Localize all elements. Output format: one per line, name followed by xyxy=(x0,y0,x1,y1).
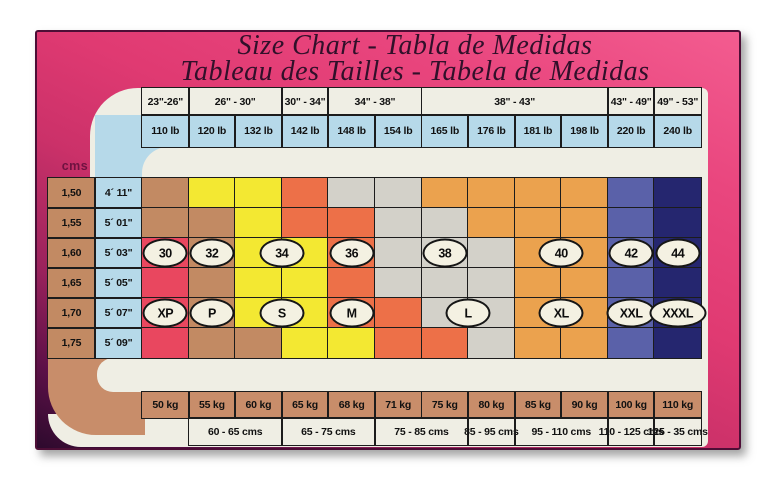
grid-cell xyxy=(142,328,189,358)
kilograms-cell: 60 kg xyxy=(235,392,282,418)
kilograms-cell: 75 kg xyxy=(422,392,469,418)
pounds-cell: 176 lb xyxy=(468,115,515,147)
title-line-2: Tableau des Tailles - Tabela de Medidas xyxy=(180,56,650,87)
grid-cell xyxy=(608,328,655,358)
grid-cell xyxy=(608,208,655,238)
grid-cell xyxy=(654,268,701,298)
grid-cell xyxy=(235,208,282,238)
pounds-cell: 181 lb xyxy=(515,115,562,147)
numeric-size-oval: 40 xyxy=(539,239,584,268)
letter-size-oval: S xyxy=(259,299,304,328)
inch-range-cell: 26" - 30" xyxy=(189,88,282,115)
height-meters-cell: 1,70 xyxy=(48,298,95,328)
numeric-size-oval: 34 xyxy=(259,239,304,268)
kilograms-cell: 85 kg xyxy=(515,392,562,418)
grid-cell xyxy=(328,208,375,238)
cms-units-label: cms xyxy=(61,159,89,173)
height-feet-cell: 5´ 01" xyxy=(95,208,142,238)
numeric-size-oval: 36 xyxy=(329,239,374,268)
grid-cell xyxy=(328,268,375,298)
panel-gap-bottom xyxy=(97,358,708,392)
title-line-1: Size Chart - Tabla de Medidas xyxy=(237,30,593,61)
kilograms-cell: 50 kg xyxy=(142,392,189,418)
kilograms-cell: 71 kg xyxy=(375,392,422,418)
pounds-cell: 165 lb xyxy=(422,115,469,147)
pounds-cell: 220 lb xyxy=(608,115,655,147)
grid-cell xyxy=(561,268,608,298)
kilograms-cell: 80 kg xyxy=(468,392,515,418)
grid-cell xyxy=(515,268,562,298)
grid-cell xyxy=(468,238,515,268)
grid-cell xyxy=(468,208,515,238)
size-matrix-grid xyxy=(142,178,701,358)
grid-cell xyxy=(654,178,701,208)
pounds-cell: 132 lb xyxy=(235,115,282,147)
grid-cell xyxy=(422,208,469,238)
grid-cell xyxy=(375,208,422,238)
inches-header-row xyxy=(142,88,701,115)
grid-cell xyxy=(282,328,329,358)
grid-cell xyxy=(282,268,329,298)
cm-ranges-row xyxy=(142,418,708,445)
height-feet-cell: 5´ 05" xyxy=(95,268,142,298)
grid-cell xyxy=(422,178,469,208)
pounds-cell: 154 lb xyxy=(375,115,422,147)
grid-cell xyxy=(422,268,469,298)
letter-size-oval: P xyxy=(189,299,234,328)
pounds-cell: 148 lb xyxy=(328,115,375,147)
letter-size-oval: M xyxy=(329,299,374,328)
grid-cell xyxy=(375,328,422,358)
height-meters-column xyxy=(48,178,95,358)
pounds-cell: 120 lb xyxy=(189,115,236,147)
pounds-header-row xyxy=(142,115,701,147)
grid-cell xyxy=(235,328,282,358)
cm-range-cell: 85 - 95 cms xyxy=(468,418,515,445)
grid-cell xyxy=(142,268,189,298)
inch-range-cell: 43" - 49" xyxy=(608,88,655,115)
kilograms-cell: 110 kg xyxy=(654,392,701,418)
cm-range-cell: 75 - 85 cms xyxy=(375,418,468,445)
grid-cell xyxy=(515,178,562,208)
numeric-size-oval: 38 xyxy=(422,239,467,268)
cm-range-cell: 95 - 110 cms xyxy=(515,418,608,445)
grid-cell xyxy=(561,178,608,208)
letter-size-oval: XXXL xyxy=(649,299,706,328)
height-meters-cell: 1,65 xyxy=(48,268,95,298)
pounds-cell: 198 lb xyxy=(561,115,608,147)
pounds-cell: 240 lb xyxy=(654,115,701,147)
grid-cell xyxy=(142,178,189,208)
height-feet-cell: 5´ 07" xyxy=(95,298,142,328)
grid-cell xyxy=(235,268,282,298)
grid-cell xyxy=(422,328,469,358)
pounds-cell: 110 lb xyxy=(142,115,189,147)
grid-cell xyxy=(515,208,562,238)
inch-range-cell: 23"-26" xyxy=(142,88,189,115)
inch-range-cell: 49" - 53" xyxy=(654,88,701,115)
grid-cell xyxy=(515,328,562,358)
cm-range-cell: 125 - 35 cms xyxy=(654,418,701,445)
cm-range-cell: 60 - 65 cms xyxy=(189,418,282,445)
grid-cell xyxy=(375,268,422,298)
cm-range-cell: 65 - 75 cms xyxy=(282,418,375,445)
grid-cell xyxy=(468,328,515,358)
grid-cell xyxy=(189,268,236,298)
grid-cell xyxy=(608,268,655,298)
inch-range-cell: 34" - 38" xyxy=(328,88,421,115)
height-meters-cell: 1,75 xyxy=(48,328,95,358)
grid-cell xyxy=(608,178,655,208)
grid-cell xyxy=(142,208,189,238)
height-feet-cell: 4´ 11" xyxy=(95,178,142,208)
kilograms-cell: 90 kg xyxy=(561,392,608,418)
height-feet-cell: 5´ 09" xyxy=(95,328,142,358)
inch-range-cell: 30" - 34" xyxy=(282,88,329,115)
grid-cell xyxy=(468,268,515,298)
grid-cell xyxy=(654,208,701,238)
kilograms-cell: 68 kg xyxy=(328,392,375,418)
grid-cell xyxy=(375,298,422,328)
letter-size-oval: L xyxy=(446,299,491,328)
chart-title xyxy=(100,30,730,87)
letter-size-oval: XL xyxy=(539,299,584,328)
grid-cell xyxy=(282,178,329,208)
grid-cell xyxy=(468,178,515,208)
grid-cell xyxy=(654,328,701,358)
grid-cell xyxy=(375,178,422,208)
kilograms-cell: 100 kg xyxy=(608,392,655,418)
grid-cell xyxy=(375,238,422,268)
grid-cell xyxy=(189,208,236,238)
numeric-size-oval: 42 xyxy=(609,239,654,268)
grid-cell xyxy=(189,328,236,358)
pounds-cell: 142 lb xyxy=(282,115,329,147)
grid-cell xyxy=(328,328,375,358)
grid-cell xyxy=(328,178,375,208)
grid-cell xyxy=(561,208,608,238)
height-meters-cell: 1,60 xyxy=(48,238,95,268)
height-feet-column xyxy=(95,178,142,358)
kilograms-cell: 65 kg xyxy=(282,392,329,418)
inch-range-cell: 38" - 43" xyxy=(422,88,608,115)
height-meters-cell: 1,55 xyxy=(48,208,95,238)
numeric-size-oval: 32 xyxy=(189,239,234,268)
grid-cell xyxy=(189,178,236,208)
grid-cell xyxy=(235,178,282,208)
height-feet-cell: 5´ 03" xyxy=(95,238,142,268)
panel-gap-top xyxy=(142,147,708,178)
grid-cell xyxy=(282,208,329,238)
cm-range-cell: 110 - 125 cms xyxy=(608,418,655,445)
numeric-size-oval: 30 xyxy=(143,239,188,268)
letter-size-oval: XP xyxy=(143,299,188,328)
kilograms-cell: 55 kg xyxy=(189,392,236,418)
grid-cell xyxy=(561,328,608,358)
numeric-size-oval: 44 xyxy=(655,239,700,268)
kilograms-row xyxy=(142,392,701,418)
height-meters-cell: 1,50 xyxy=(48,178,95,208)
letter-size-oval: XXL xyxy=(607,299,656,328)
